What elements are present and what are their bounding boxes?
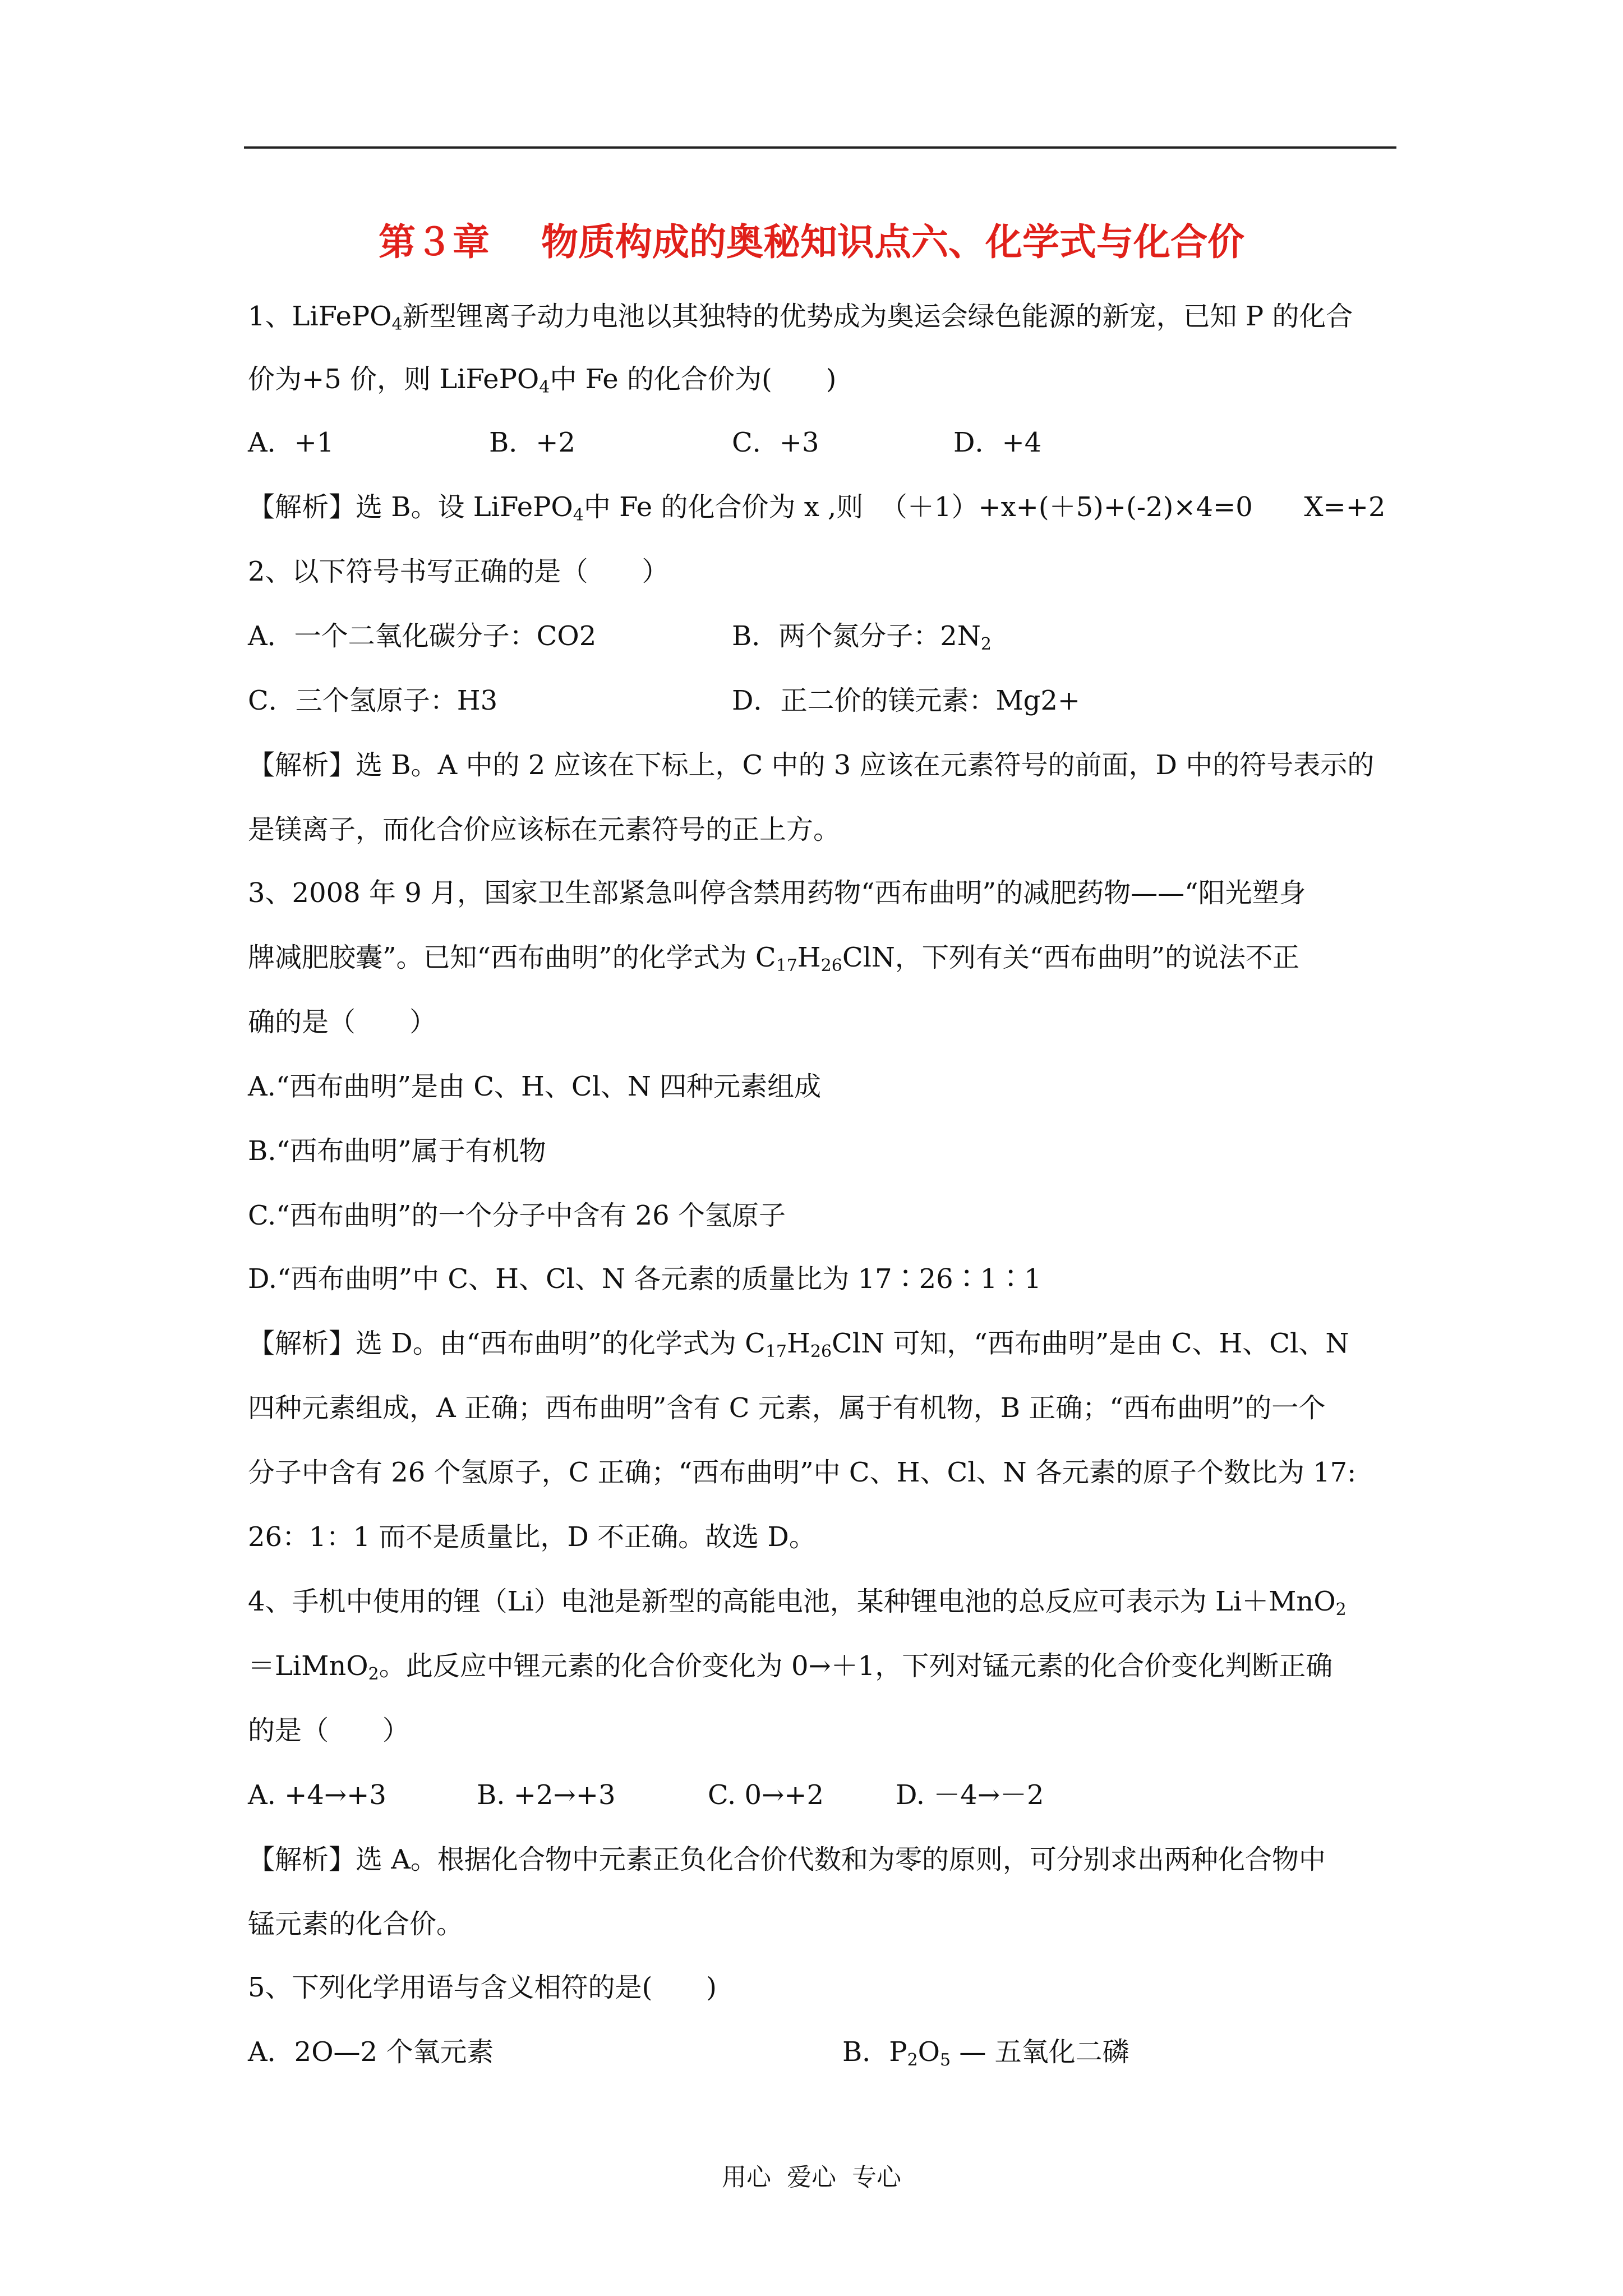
q2-option-b: B．两个氮分子：$2N_2$ — [732, 620, 992, 654]
q1-option-d: D．+4 — [953, 427, 1042, 458]
q3-line-3: 确的是（ ） — [248, 1006, 437, 1038]
q4-answer-line-1: 【解析】选 A。根据化合物中元素正负化合价代数和为零的原则，可分别求出两种化合物中 — [248, 1844, 1326, 1875]
q4-option-d: D. －4→－2 — [896, 1779, 1044, 1811]
q1-option-b: B．+2 — [489, 427, 576, 458]
q2-option-a: A．一个二氧化碳分子：CO2 — [248, 620, 597, 652]
q4-line-1: 4、手机中使用的锂（Li）电池是新型的高能电池，某种锂电池的总反应可表示为 Li＋MnO$_2$ — [248, 1586, 1347, 1619]
q3-line-1: 3、2008 年 9 月，国家卫生部紧急叫停含禁用药物“西布曲明”的减肥药物——“阳光塑身 — [248, 877, 1306, 909]
q3-answer-line-1: 【解析】选 D。由“西布曲明”的化学式为 $C_{17}H_{26}ClN$ 可知，“西布曲明”是由 C、H、Cl、N — [248, 1328, 1349, 1361]
q5-option-b: B．$P_2O_5$ — 五氧化二磷 — [842, 2036, 1129, 2070]
q3-answer-line-3: 分子中含有 26 个氢原子，C 正确；“西布曲明”中 C、H、Cl、N 各元素的原子个数比为 17: — [248, 1457, 1357, 1488]
q1-answer: 【解析】选 B。设 LiFePO$_4$中 Fe 的化合价为 x ,则 （＋1）+x+(＋5)+(-2)×4=0 X=+2 — [248, 491, 1386, 525]
q2-option-d: D．正二价的镁元素：Mg2+ — [732, 685, 1081, 716]
q3-answer-line-2: 四种元素组成，A 正确；西布曲明”含有 C 元素，属于有机物，B 正确；“西布曲明”的一个 — [248, 1392, 1326, 1424]
q1-line-1: 1、LiFePO$_4$新型锂离子动力电池以其独特的优势成为奥运会绿色能源的新宠，已知 P 的化合 — [248, 301, 1353, 334]
q4-line-3: 的是（ ） — [248, 1715, 410, 1746]
q5-stem: 5、下列化学用语与含义相符的是( ) — [248, 1972, 717, 2003]
q4-option-a: A. +4→+3 — [248, 1779, 386, 1811]
page-title: 第３章 物质构成的奥秘知识点六、化学式与化合价 — [379, 220, 1244, 264]
q4-option-c: C. 0→+2 — [708, 1779, 824, 1811]
q2-answer-line-1: 【解析】选 B。A 中的 2 应该在下标上，C 中的 3 应该在元素符号的前面，D 中的符号表示的 — [248, 749, 1375, 781]
q5-option-a: A．2O—2 个氧元素 — [248, 2036, 494, 2068]
q1-line-2: 价为+5 价，则 LiFePO$_4$中 Fe 的化合价为( ) — [248, 364, 837, 397]
q3-option-b: B.“西布曲明”属于有机物 — [248, 1135, 546, 1167]
q3-answer-line-4: 26：1：1 而不是质量比，D 不正确。故选 D。 — [248, 1521, 816, 1553]
q1-option-c: C．+3 — [732, 427, 819, 458]
q2-option-c: C．三个氢原子：H3 — [248, 685, 498, 716]
page-footer: 用心 爱心 专心 — [722, 2163, 901, 2192]
q3-line-2: 牌减肥胶囊”。已知“西布曲明”的化学式为 $C_{17}H_{26}ClN$，下列有关“西布曲明”的说法不正 — [248, 942, 1300, 976]
q4-option-b: B. +2→+3 — [477, 1779, 616, 1811]
q2-answer-line-2: 是镁离子，而化合价应该标在元素符号的正上方。 — [248, 814, 841, 845]
q4-answer-line-2: 锰元素的化合价。 — [248, 1908, 464, 1940]
q3-option-c: C.“西布曲明”的一个分子中含有 26 个氢原子 — [248, 1200, 786, 1231]
q3-option-a: A.“西布曲明”是由 C、H、Cl、N 四种元素组成 — [248, 1071, 822, 1102]
header-rule — [244, 146, 1396, 149]
q4-line-2: ＝LiMnO$_2$。此反应中锂元素的化合价变化为 0→＋1，下列对锰元素的化合价变化判断正确 — [248, 1650, 1333, 1684]
q1-option-a: A．+1 — [248, 427, 334, 458]
q3-option-d: D.“西布曲明”中 C、H、Cl、N 各元素的质量比为 17∶26∶1∶1 — [248, 1263, 1041, 1295]
q2-stem: 2、以下符号书写正确的是（ ） — [248, 556, 669, 587]
